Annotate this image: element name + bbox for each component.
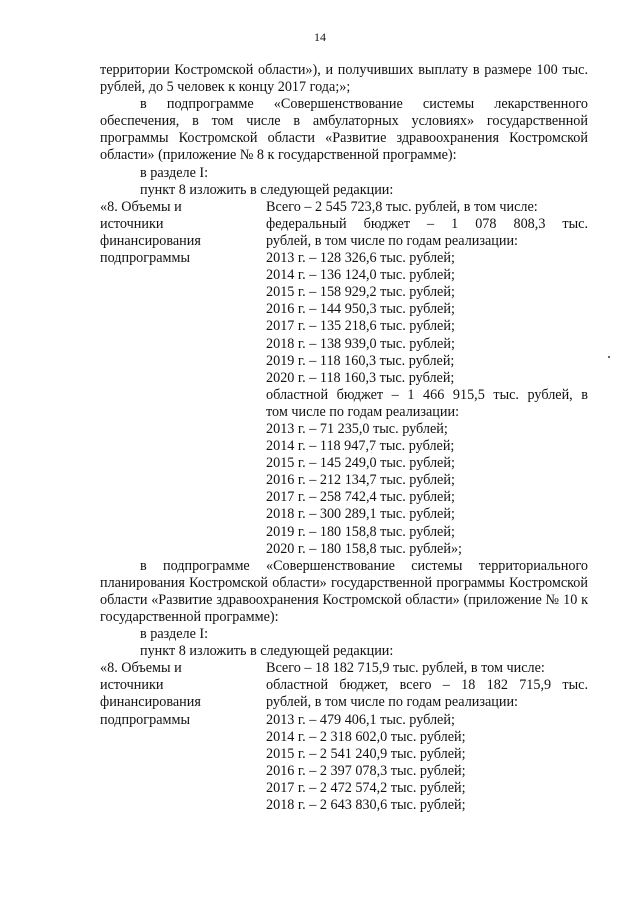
- section-1-passport-table: [100, 199, 588, 558]
- funding-line: 2013 г. – 128 326,6 тыс. рублей;: [266, 250, 455, 267]
- funding-line: 2014 г. – 2 318 602,0 тыс. рублей;: [266, 728, 466, 745]
- section-2-left-column: [100, 660, 266, 814]
- funding-line: 2020 г. – 118 160,3 тыс. рублей;: [266, 369, 455, 386]
- funding-line: том числе по годам реализации:: [266, 403, 460, 420]
- funding-line: 2013 г. – 71 235,0 тыс. рублей;: [266, 420, 448, 437]
- funding-line: 2014 г. – 118 947,7 тыс. рублей;: [266, 438, 455, 455]
- funding-line: 2016 г. – 144 950,3 тыс. рублей;: [266, 301, 455, 318]
- section-2-right-column: [266, 660, 588, 814]
- section-2-intro: в подпрограмме «Совершенствование системы территориального планирования Костромской области» государственной программы Костромской области «Развитие здравоохранения Костромской области» (приложение № 10 к государственной программе):: [100, 557, 588, 625]
- funding-line: 2013 г. – 479 406,1 тыс. рублей;: [266, 711, 455, 728]
- funding-line: 2015 г. – 2 541 240,9 тыс. рублей;: [266, 745, 466, 762]
- funding-line: 2016 г. – 2 397 078,3 тыс. рублей;: [266, 762, 466, 779]
- funding-line: 2018 г. – 138 939,0 тыс. рублей;: [266, 335, 455, 352]
- section-1-intro: в подпрограмме «Совершенствование системы лекарственного обеспечения, в том числе в амбулаторных условиях» государственной программы Костромской области «Развитие здравоохранения Костромской области» (приложение № 8 к государственной программе):: [100, 96, 588, 164]
- funding-line: 2020 г. – 180 158,8 тыс. рублей»;: [266, 540, 462, 557]
- section-2-razdel: в разделе I:: [140, 626, 209, 643]
- funding-line: рублей, в том числе по годам реализации:: [266, 232, 518, 249]
- left-line: финансирования: [100, 694, 201, 711]
- funding-line: 2015 г. – 158 929,2 тыс. рублей;: [266, 284, 455, 301]
- intro-continuation: территории Костромской области»), и получивших выплату в размере 100 тыс. рублей, до 5 человек к концу 2017 года;»;: [100, 62, 588, 96]
- left-line: источники: [100, 215, 164, 232]
- funding-line: 2019 г. – 118 160,3 тыс. рублей;: [266, 352, 455, 369]
- section-2-passport-table: [100, 660, 588, 814]
- funding-line: рублей, в том числе по годам реализации:: [266, 694, 518, 711]
- section-1-left-column: [100, 199, 266, 558]
- document-body: [100, 62, 588, 814]
- left-line: «8. Объемы и: [100, 660, 182, 677]
- funding-line: 2015 г. – 145 249,0 тыс. рублей;: [266, 455, 455, 472]
- funding-line: 2017 г. – 258 742,4 тыс. рублей;: [266, 489, 455, 506]
- left-line: «8. Объемы и: [100, 198, 182, 215]
- page-number: 14: [314, 30, 326, 44]
- funding-line: 2019 г. – 180 158,8 тыс. рублей;: [266, 523, 455, 540]
- funding-line: 2017 г. – 2 472 574,2 тыс. рублей;: [266, 779, 466, 796]
- left-line: подпрограммы: [100, 711, 190, 728]
- left-line: источники: [100, 677, 164, 694]
- section-1-razdel: в разделе I:: [140, 164, 209, 181]
- left-line: финансирования: [100, 232, 201, 249]
- section-2-punkt: пункт 8 изложить в следующей редакции:: [140, 643, 394, 660]
- funding-line: 2017 г. – 135 218,6 тыс. рублей;: [266, 318, 455, 335]
- funding-line: Всего – 18 182 715,9 тыс. рублей, в том числе:: [266, 660, 545, 677]
- funding-line: областной бюджет, всего – 18 182 715,9 тыс.: [266, 677, 588, 694]
- funding-line: Всего – 2 545 723,8 тыс. рублей, в том числе:: [266, 198, 538, 215]
- section-1-punkt: пункт 8 изложить в следующей редакции:: [140, 181, 394, 198]
- funding-line: 2014 г. – 136 124,0 тыс. рублей;: [266, 267, 455, 284]
- funding-line: федеральный бюджет – 1 078 808,3 тыс.: [266, 215, 588, 232]
- funding-line: областной бюджет – 1 466 915,5 тыс. рублей, в: [266, 386, 588, 403]
- section-1-right-column: [266, 199, 588, 558]
- left-line: подпрограммы: [100, 250, 190, 267]
- funding-line: 2016 г. – 212 134,7 тыс. рублей;: [266, 472, 455, 489]
- funding-line: 2018 г. – 300 289,1 тыс. рублей;: [266, 506, 455, 523]
- funding-line: 2018 г. – 2 643 830,6 тыс. рублей;: [266, 797, 466, 814]
- scan-speck: [608, 356, 610, 358]
